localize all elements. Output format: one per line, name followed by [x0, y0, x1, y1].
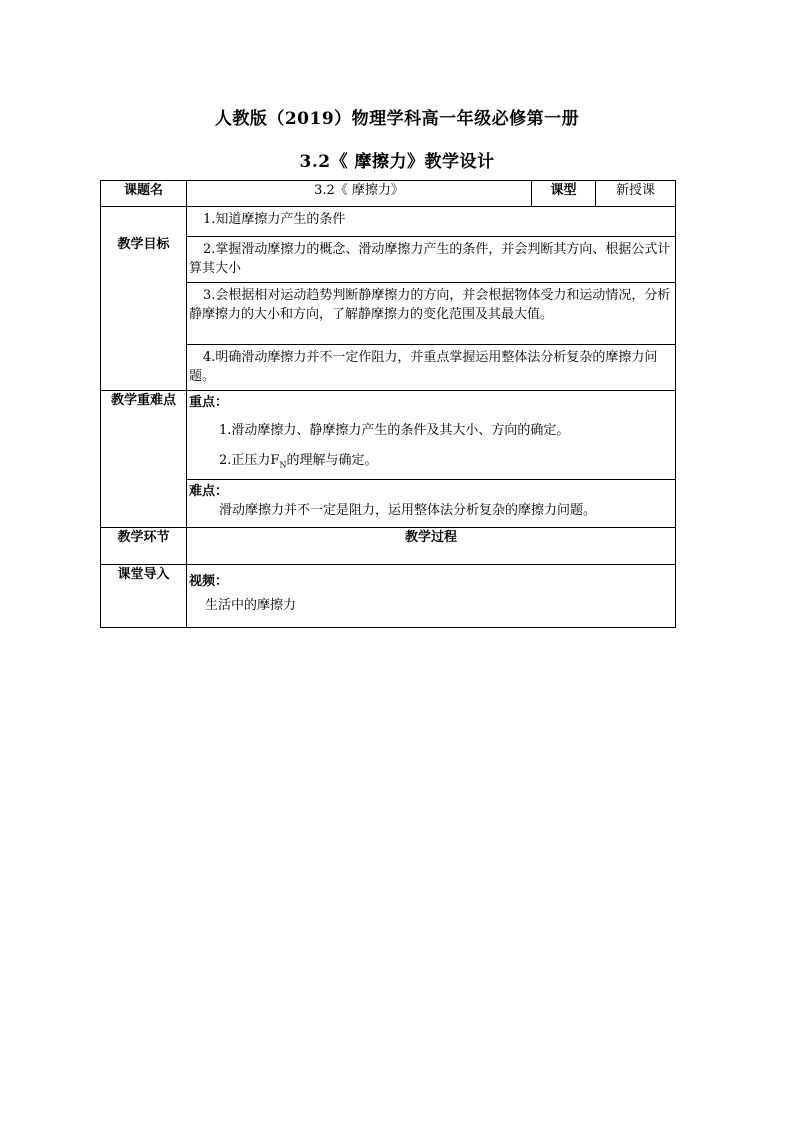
keypoint-2: 2.正压力$F_N$的理解与确定。: [219, 453, 378, 470]
difficulty-text: 滑动摩擦力并不一定是阻力，运用整体法分析复杂的摩擦力问题。: [219, 503, 597, 518]
difficulty-heading: 难点：: [189, 484, 229, 499]
difficulty-row: [101, 480, 676, 528]
keypoint-1: 1.滑动摩擦力、静摩擦力产生的条件及其大小、方向的确定。: [219, 423, 570, 438]
goals-label: 教学目标: [101, 207, 187, 391]
lesson-plan-table: [100, 180, 676, 628]
intro-row: [101, 565, 676, 628]
keypoints-heading: 重点：: [189, 395, 229, 410]
intro-heading: 视频：: [189, 574, 229, 589]
topic-row: [101, 181, 676, 207]
goal-item: 4.明确滑动摩擦力并不一定作阻力，并重点掌握运用整体法分析复杂的摩擦力问题。: [189, 350, 658, 384]
keypoints-row: [101, 391, 676, 480]
type-value: 新授课: [596, 181, 676, 207]
process-label: 教学过程: [187, 528, 676, 565]
type-label: 课型: [532, 181, 596, 207]
intro-text: 生活中的摩擦力: [205, 598, 297, 613]
goal-item: 3.会根据相对运动趋势判断静摩擦力的方向，并会根据物体受力和运动情况，分析静摩擦力的大小和方向，了解静摩擦力的变化范围及其最大值。: [189, 288, 671, 322]
document-title: 人教版（2019）物理学科高一年级必修第一册: [214, 109, 580, 129]
topic-label: 课题名: [101, 181, 187, 207]
step-label: 教学环节: [101, 528, 187, 565]
goal-row-1: [101, 207, 676, 237]
keypoints-label: 教学重难点: [101, 391, 187, 528]
goal-row-2: [101, 237, 676, 283]
goal-item: 2.掌握滑动摩擦力的概念、滑动摩擦力产生的条件，并会判断其方向、根据公式计算其大小: [189, 242, 671, 276]
goal-item: 1.知道摩擦力产生的条件: [203, 212, 346, 227]
document-subtitle: 3.2《 摩擦力》教学设计: [299, 152, 495, 172]
process-header-row: [101, 528, 676, 565]
intro-label: 课堂导入: [101, 565, 187, 628]
goal-row-4: [101, 345, 676, 391]
goal-row-3: [101, 283, 676, 345]
topic-value: 3.2《 摩擦力》: [187, 181, 532, 207]
